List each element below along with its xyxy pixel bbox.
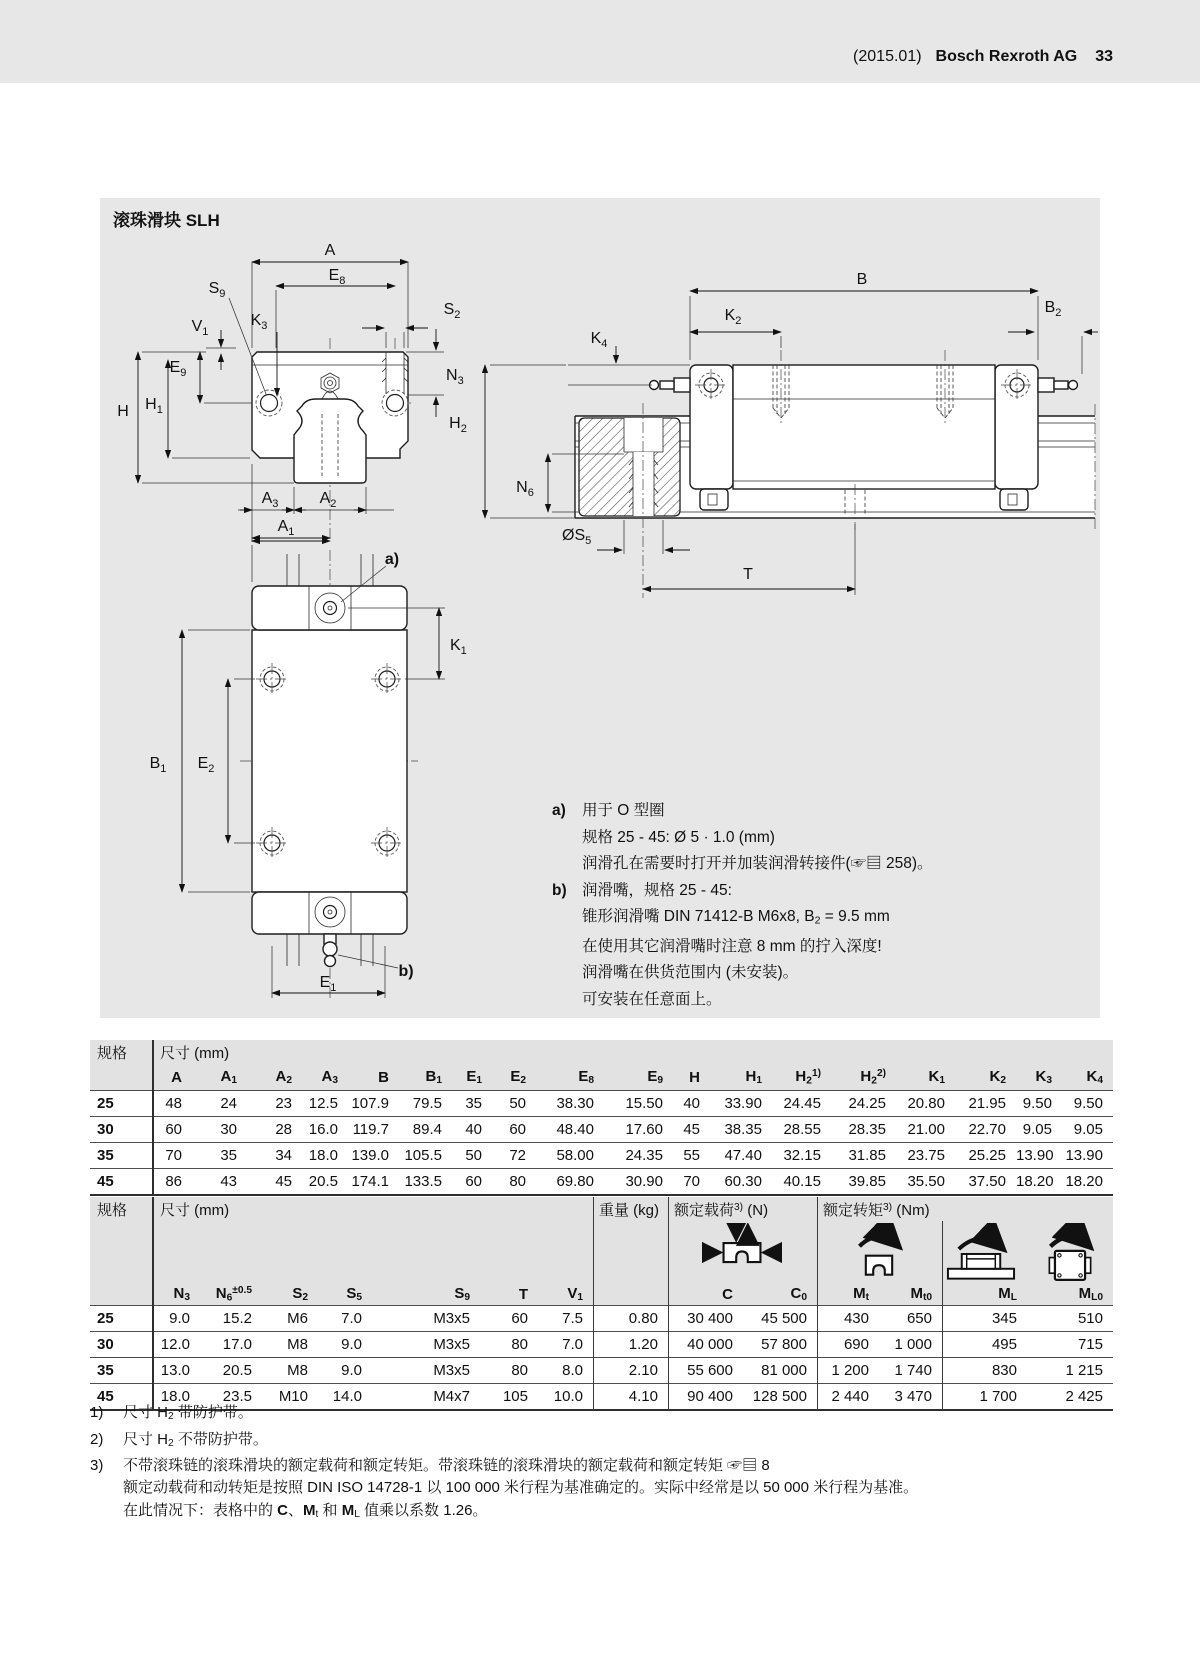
value-cell: 60 [511,1310,528,1327]
value-cell: 25.25 [968,1147,1006,1164]
dim-label-h: H [117,403,129,420]
drawing-panel [100,198,1100,1018]
footnote [90,1429,1130,1456]
column-header: V1 [567,1284,583,1304]
value-cell: 37.50 [968,1173,1006,1190]
column-header: B [378,1068,389,1086]
column-header: $N6^{\pm 0.5}$ [215,1284,252,1304]
value-cell: 18.20 [1065,1173,1103,1190]
value-cell: 1 200 [831,1362,869,1379]
value-cell: 34 [275,1147,292,1164]
dim-label-b2: $B_2$ [1044,299,1062,319]
value-cell: 20.80 [907,1095,945,1112]
t2-spec-header: 规格 [97,1201,128,1219]
value-cell: 24.35 [625,1147,663,1164]
value-cell: 17.60 [625,1121,663,1138]
size-label: 35 [97,1362,114,1379]
value-cell: 40 [465,1121,482,1138]
dim-label-e2: $E_2$ [197,755,215,775]
note-line: 锥形润滑嘴 DIN 71412-B M6x8, B2 = 9.5 mm [582,908,890,927]
value-cell: 133.5 [404,1173,442,1190]
t2-load-header: 额定载荷$^{3)}$ (N) [674,1201,769,1219]
column-header: S9 [454,1284,470,1304]
column-header: E8 [578,1067,594,1087]
value-cell: 7.0 [341,1310,362,1327]
value-cell: 18.0 [308,1147,338,1164]
t2-divider-torque-mid [942,1221,943,1411]
column-header: E9 [647,1067,663,1087]
dim-label-e9: $E_9$ [169,359,187,379]
value-cell: 18.0 [160,1388,190,1405]
t2-column-headers [90,1283,1113,1305]
dim-label-s9: $S_9$ [208,280,226,300]
value-cell: 495 [991,1336,1017,1353]
table-row [90,1331,1113,1357]
size-label: 45 [97,1173,114,1190]
value-cell: 119.7 [352,1121,389,1138]
note-line: 规格 25 - 45: Ø 5 · 1.0 (mm) [582,828,775,846]
t2-weight-header: 重量 (kg) [599,1201,660,1219]
lube-nipple-left-icon [674,378,690,392]
value-cell: 24.45 [783,1095,821,1112]
value-cell: 40.15 [783,1173,821,1190]
value-cell: 70 [683,1173,700,1190]
column-header: Mt [853,1284,869,1304]
value-cell: 1 215 [1065,1362,1103,1379]
t1-dim-header: 尺寸 (mm) [160,1044,230,1062]
value-cell: 21.95 [968,1095,1006,1112]
dim-label-v1: $V_1$ [191,318,209,338]
column-header: Mt0 [910,1284,932,1304]
value-cell: 32.15 [783,1147,821,1164]
dim-label-b1: $B_1$ [149,755,167,775]
value-cell: 30 400 [687,1310,733,1327]
dim-label-h2: $H_2$ [449,415,467,435]
value-cell: 58.00 [556,1147,594,1164]
value-cell: 89.4 [412,1121,442,1138]
value-cell: 38.35 [724,1121,762,1138]
value-cell: 28.55 [783,1121,821,1138]
table-row [90,1305,1113,1331]
value-cell: 174.1 [351,1173,389,1190]
panel-title: 滚珠滑块 SLH [113,211,220,230]
value-cell: 24 [220,1095,237,1112]
value-cell: 35.50 [907,1173,945,1190]
top-view [182,541,445,998]
value-cell: 9.0 [341,1362,362,1379]
note-marker: a) [552,802,566,819]
column-header: A1 [220,1067,237,1087]
t2-dim-header: 尺寸 (mm) [160,1201,230,1219]
footnote-number: 3) [90,1457,104,1475]
value-cell: 105.5 [404,1147,442,1164]
value-cell: 55 600 [687,1362,733,1379]
dim-label-b: B [856,271,868,288]
dim-label-k2: $K_2$ [724,307,742,327]
value-cell: 40 [683,1095,700,1112]
header-text [853,48,1113,66]
value-cell: 60 [465,1173,482,1190]
value-cell: 14.0 [332,1388,362,1405]
value-cell: 28.35 [848,1121,886,1138]
footnote-line: 尺寸 H2 带防护带。 [123,1404,253,1423]
table-row [90,1168,1113,1196]
column-header: H1 [745,1067,762,1087]
value-cell: 3 470 [894,1388,932,1405]
column-header: ML0 [1078,1284,1103,1304]
value-cell: 35 [465,1095,482,1112]
value-cell: 12.5 [308,1095,338,1112]
note-line: 润滑嘴，规格 25 - 45: [582,881,732,899]
dim-label-a1: $A_1$ [277,518,295,538]
value-cell: 23.75 [907,1147,945,1164]
value-cell: 39.85 [848,1173,886,1190]
table-row [90,1142,1113,1168]
dim-label-e1: $E_1$ [319,974,337,994]
value-cell: 690 [843,1336,869,1353]
cross-section-view [138,262,444,542]
side-view [485,291,1098,598]
note-line: 可安装在任意面上。 [582,990,722,1008]
value-cell: 1 700 [979,1388,1017,1405]
dim-label-e8: $E_8$ [328,267,346,287]
note-line: 润滑嘴在供货范围内 (未安装)。 [582,964,799,982]
column-header: A2 [275,1067,292,1087]
dim-label-n6: $N_6$ [516,479,534,499]
column-header: E1 [466,1067,482,1087]
t2-divider-weight [593,1197,594,1411]
dim-label-s2: $S_2$ [443,301,461,321]
note-line: 在使用其它润滑嘴时注意 8 mm 的拧入深度! [582,937,882,955]
value-cell: 1 740 [894,1362,932,1379]
value-cell: 30 [220,1121,237,1138]
table-row [90,1116,1113,1142]
value-cell: 50 [465,1147,482,1164]
size-label: 30 [97,1336,114,1353]
t2-torque-header: 额定转矩$^{3)}$ (Nm) [823,1201,930,1219]
column-header: H2$^{2)}$ [860,1067,886,1087]
value-cell: 15.2 [222,1310,252,1327]
value-cell: 80 [509,1173,526,1190]
dim-label-a: A [324,242,336,259]
value-cell: 20.5 [222,1362,252,1379]
value-cell: M3x5 [433,1310,470,1327]
dim-label-a: a) [384,551,400,568]
value-cell: 16.0 [308,1121,338,1138]
value-cell: 30.90 [625,1173,663,1190]
footnote-number: 1) [90,1404,104,1421]
t2-spec-divider [152,1197,154,1411]
value-cell: 8.0 [562,1362,583,1379]
column-header: K4 [1086,1067,1103,1087]
value-cell: 23 [275,1095,292,1112]
dim-label-k1: $K_1$ [450,637,467,657]
value-cell: 70 [165,1147,182,1164]
value-cell: 7.0 [562,1336,583,1353]
value-cell: 23.5 [222,1388,252,1405]
value-cell: 40 000 [687,1336,733,1353]
value-cell: 33.90 [724,1095,762,1112]
value-cell: 105 [502,1388,528,1405]
lubrication-notes [552,798,933,1013]
dim-label-t: T [743,566,753,583]
value-cell: 24.25 [848,1095,886,1112]
value-cell: 38.30 [556,1095,594,1112]
value-cell: 1 000 [894,1336,932,1353]
size-label: 45 [97,1388,114,1405]
dim-label-b: b) [398,963,414,980]
value-cell: 80 [511,1362,528,1379]
table-row [90,1357,1113,1383]
t2-divider-torque [817,1197,818,1411]
load-direction-icon [702,1223,782,1281]
header-date: (2015.01) [853,48,922,65]
value-cell: 345 [991,1310,1017,1327]
torque-mt-icon [850,1223,908,1281]
note-item [552,878,933,1014]
value-cell: 510 [1077,1310,1103,1327]
value-cell: 12.0 [160,1336,190,1353]
value-cell: 9.50 [1073,1095,1103,1112]
column-header: K2 [989,1067,1006,1087]
column-header: N3 [173,1284,190,1304]
value-cell: 17.0 [222,1336,252,1353]
value-cell: 430 [843,1310,869,1327]
value-cell: M3x5 [433,1336,470,1353]
column-header: A [171,1068,182,1086]
dim-label-s5: $ØS_5$ [562,527,592,547]
load-data-table [90,1197,1113,1411]
value-cell: 20.5 [308,1173,338,1190]
value-cell: 15.50 [625,1095,663,1112]
torque-ml-icon [944,1223,1018,1281]
value-cell: 55 [683,1147,700,1164]
value-cell: M10 [278,1388,308,1405]
size-label: 30 [97,1121,114,1138]
value-cell: 830 [991,1362,1017,1379]
column-header: K1 [928,1067,945,1087]
value-cell: 35 [220,1147,237,1164]
footnote-line: 尺寸 H2 不带防护带。 [123,1430,268,1449]
value-cell: 22.70 [968,1121,1006,1138]
dim-label-a2: $A_2$ [319,490,337,510]
value-cell: M4x7 [433,1388,470,1405]
note-line: 用于 O 型圈 [582,802,665,819]
value-cell: 715 [1077,1336,1103,1353]
t2-divider-load [668,1197,669,1411]
note-item [552,798,933,878]
value-cell: M6 [287,1310,308,1327]
value-cell: 0.80 [628,1310,658,1327]
page-number: 33 [1095,48,1113,65]
value-cell: 81 000 [761,1362,807,1379]
footnote [90,1455,1130,1526]
footnote [90,1402,1130,1429]
value-cell: 48 [165,1095,182,1112]
column-header: C [722,1285,733,1303]
value-cell: 13.90 [1065,1147,1103,1164]
column-header: K3 [1035,1067,1052,1087]
column-header: T [518,1285,528,1303]
value-cell: 43 [220,1173,237,1190]
value-cell: 50 [509,1095,526,1112]
size-label: 25 [97,1310,114,1327]
value-cell: 128 500 [752,1388,807,1405]
value-cell: 9.50 [1022,1095,1052,1112]
value-cell: 18.20 [1016,1173,1054,1190]
value-cell: 2.10 [628,1362,658,1379]
column-header: H2$^{1)}$ [795,1067,821,1087]
value-cell: 45 500 [761,1310,807,1327]
column-header: S5 [346,1284,362,1304]
size-label: 35 [97,1147,114,1164]
value-cell: 13.90 [1016,1147,1054,1164]
value-cell: 60 [165,1121,182,1138]
value-cell: 2 425 [1065,1388,1103,1405]
value-cell: M3x5 [433,1362,470,1379]
value-cell: 107.9 [351,1095,389,1112]
value-cell: 21.00 [907,1121,945,1138]
column-header: E2 [510,1067,526,1087]
value-cell: 79.5 [412,1095,442,1112]
lube-nipple-right-icon [1038,378,1054,392]
value-cell: 90 400 [687,1388,733,1405]
value-cell: 9.05 [1073,1121,1103,1138]
value-cell: 69.80 [556,1173,594,1190]
dim-label-k4: $K_4$ [590,330,608,350]
value-cell: 72 [509,1147,526,1164]
footnote-line: 在此情况下：表格中的 C、Mt 和 ML 值乘以系数 1.26。 [123,1501,488,1520]
value-cell: 57 800 [761,1336,807,1353]
value-cell: 2 440 [831,1388,869,1405]
value-cell: 45 [683,1121,700,1138]
value-cell: 1.20 [628,1336,658,1353]
column-header: S2 [292,1284,308,1304]
footnote-line: 不带滚珠链的滚珠滑块的额定载荷和额定转矩。带滚珠链的滚珠滑块的额定载荷和额定转矩 ☞▤ 8 [123,1457,770,1475]
dim-label-n3: $N_3$ [446,367,464,387]
size-label: 25 [97,1095,114,1112]
footnote-line: 额定动载荷和动转矩是按照 DIN ISO 14728-1 以 100 000 米行程为基准确定的。实际中经常是以 50 000 米行程为基准。 [123,1479,919,1497]
value-cell: 9.0 [341,1336,362,1353]
footnotes [90,1402,1130,1526]
dim-label-h1: $H_1$ [145,396,163,416]
t2-icon-band [90,1221,1113,1283]
value-cell: M8 [287,1362,308,1379]
value-cell: 139.0 [351,1147,389,1164]
value-cell: 10.0 [553,1388,583,1405]
column-header: ML [998,1284,1017,1304]
dim-label-a3: $A_3$ [261,490,279,510]
dim-label-k3: $K_3$ [250,312,268,332]
note-marker: b) [552,881,567,899]
value-cell: 650 [906,1310,932,1327]
value-cell: 86 [165,1173,182,1190]
column-header: C0 [790,1284,807,1304]
note-line: 润滑孔在需要时打开并加装润滑转接件(☞▤ 258)。 [582,855,933,872]
t1-spec-divider [152,1040,154,1196]
value-cell: 9.0 [169,1310,190,1327]
value-cell: 60.30 [724,1173,762,1190]
column-header: A3 [321,1067,338,1087]
t1-column-headers [90,1064,1113,1090]
value-cell: M8 [287,1336,308,1353]
dimensions-table [90,1040,1113,1196]
torque-ml0-icon [1038,1223,1102,1281]
table-row [90,1090,1113,1116]
column-header: H [689,1068,700,1086]
value-cell: 48.40 [556,1121,594,1138]
value-cell: 60 [509,1121,526,1138]
value-cell: 47.40 [724,1147,762,1164]
footnote-number: 2) [90,1430,104,1448]
value-cell: 9.05 [1022,1121,1052,1138]
value-cell: 80 [511,1336,528,1353]
header-band [0,0,1200,83]
value-cell: 4.10 [628,1388,658,1405]
column-header: B1 [425,1067,442,1087]
header-brand: Bosch Rexroth AG [935,48,1078,65]
t1-spec-header: 规格 [97,1044,128,1062]
value-cell: 28 [275,1121,292,1138]
value-cell: 31.85 [848,1147,886,1164]
value-cell: 7.5 [562,1310,583,1327]
value-cell: 13.0 [160,1362,190,1379]
value-cell: 45 [275,1173,292,1190]
